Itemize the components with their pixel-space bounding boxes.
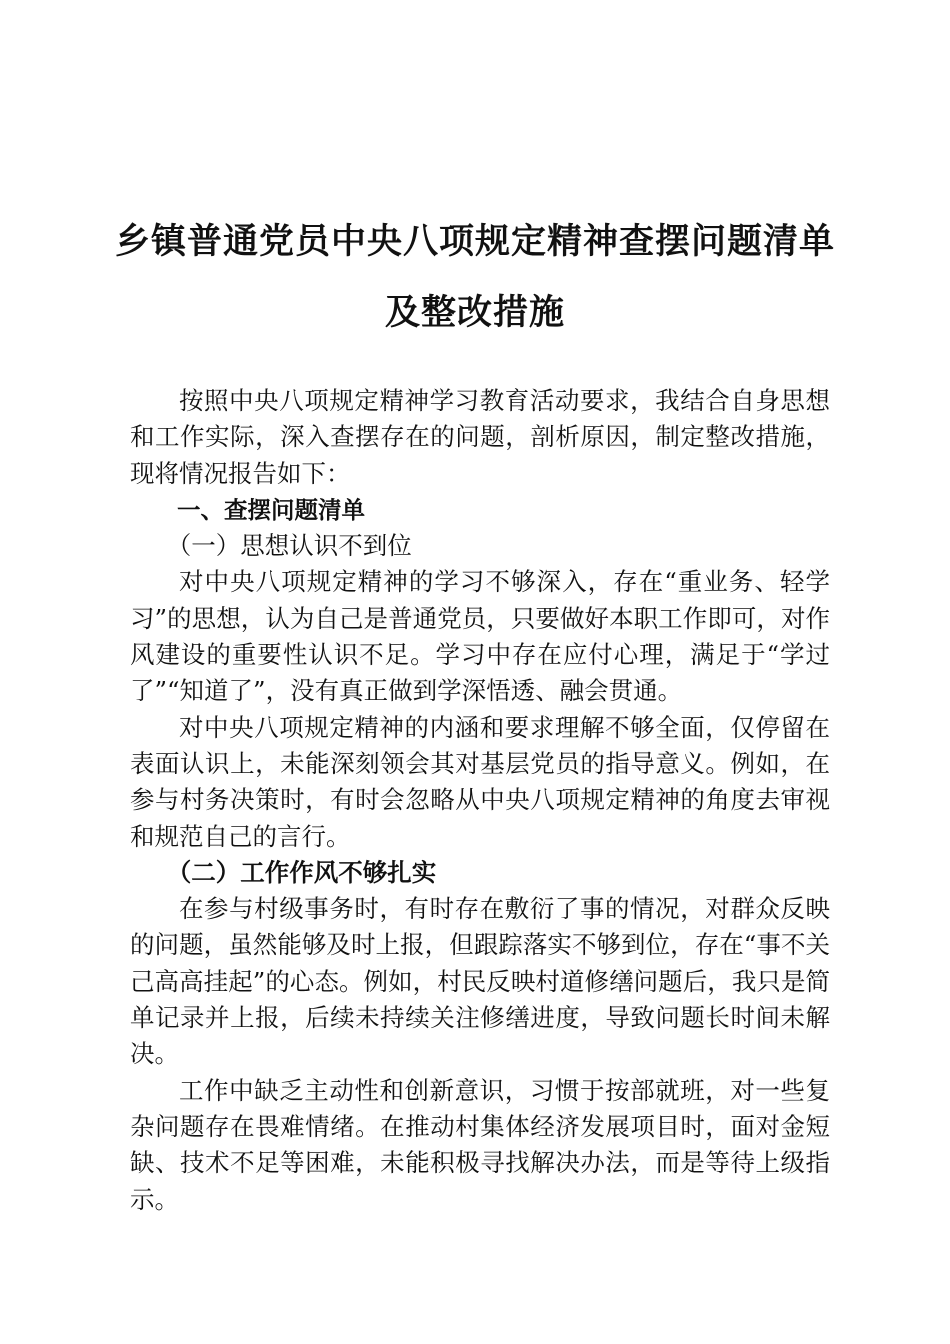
subsection-heading-2: （二）工作作风不够扎实: [166, 857, 437, 887]
document-title-line-1: 乡镇普通党员中央八项规定精神查摆问题清单: [114, 221, 835, 262]
intro-paragraph: 按照中央八项规定精神学习教育活动要求，我结合自身思想和工作实际，深入查摆存在的问题，剖析原因，制定整改措施，现将情况报告如下：: [130, 386, 830, 488]
paragraph-1-2: 对中央八项规定精神的内涵和要求理解不够全面，仅停留在表面认识上，未能深刻领会其对基层党员的指导意义。例如，在参与村务决策时，有时会忽略从中央八项规定精神的角度去审视和规范自己的言行。: [130, 712, 830, 851]
paragraph-2-1: 在参与村级事务时，有时存在敷衍了事的情况，对群众反映的问题，虽然能够及时上报，但跟踪落实不够到位，存在“事不关己高高挂起”的心态。例如，村民反映村道修缮问题后，我只是简单记录并上报，后续未持续关注修缮进度，导致问题长时间未解决。: [130, 894, 830, 1069]
document-body: [130, 383, 830, 1218]
document-title-line-2: 及整改措施: [384, 292, 565, 333]
section-heading-1: 一、查摆问题清单: [177, 495, 365, 524]
subsection-heading-1: （一）思想认识不到位: [166, 531, 412, 561]
paragraph-1-1: 对中央八项规定精神的学习不够深入，存在“重业务、轻学习”的思想，认为自己是普通党员，只要做好本职工作即可，对作风建设的重要性认识不足。学习中存在应付心理，满足于“学过了”“知道了”，没有真正做到学深悟透、融会贯通。: [130, 567, 830, 706]
paragraph-2-2: 工作中缺乏主动性和创新意识，习惯于按部就班，对一些复杂问题存在畏难情绪。在推动村集体经济发展项目时，面对金短缺、技术不足等困难，未能积极寻找解决办法，而是等待上级指示。: [130, 1075, 830, 1214]
